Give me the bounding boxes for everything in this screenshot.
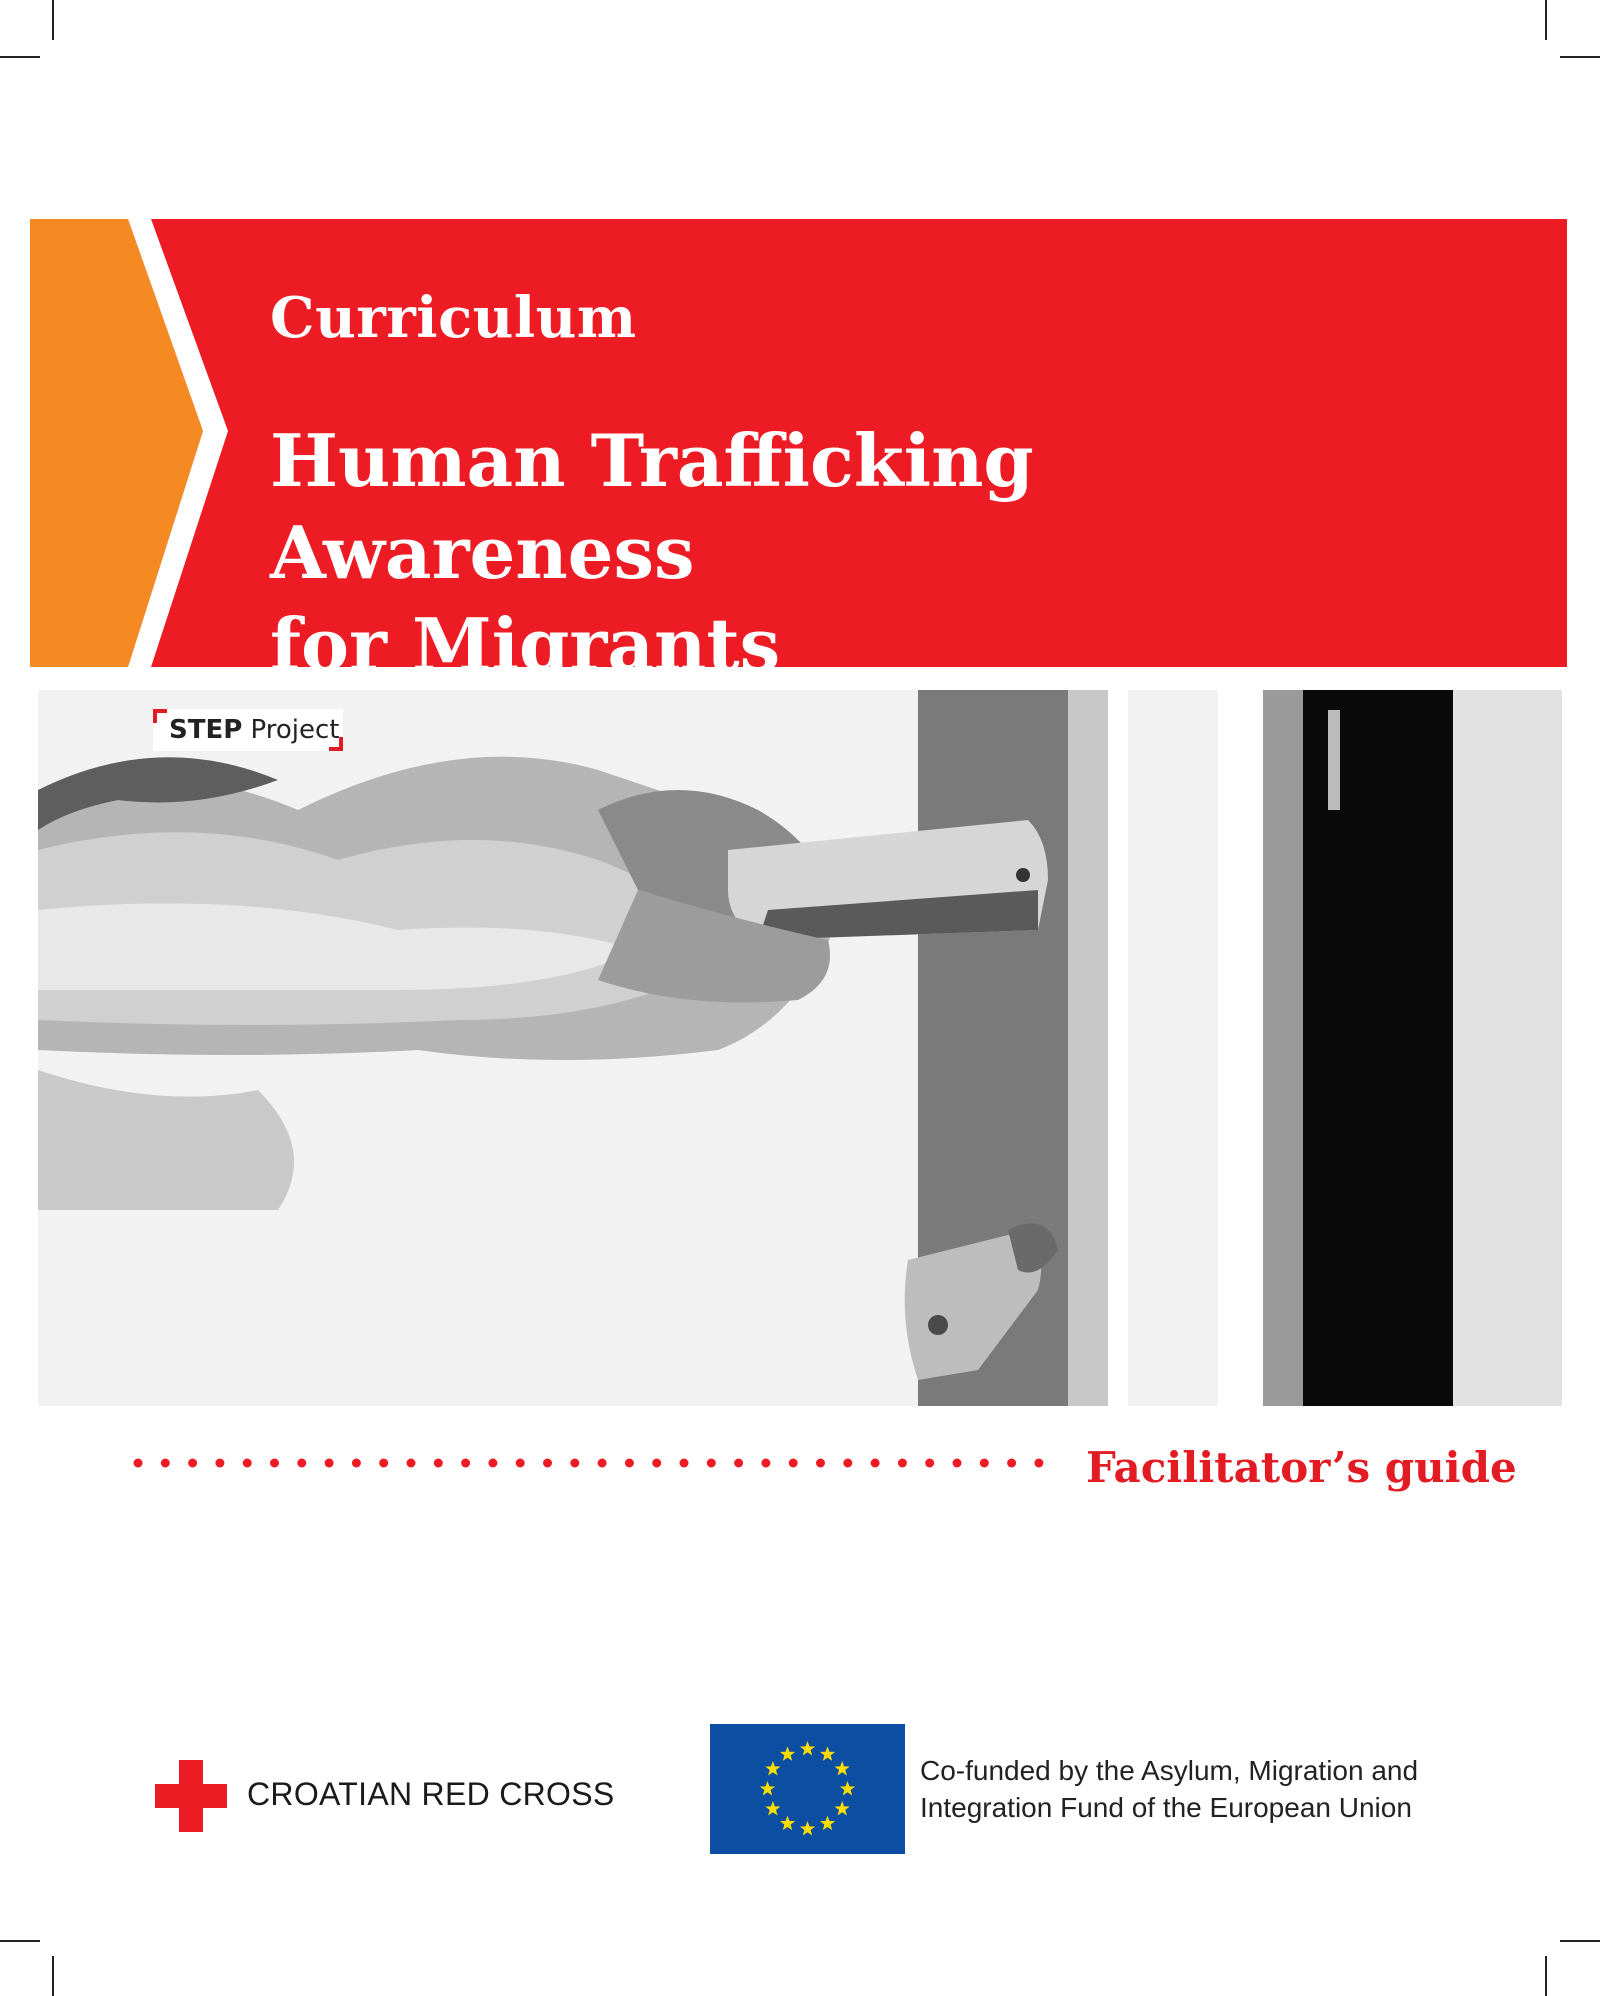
divider-dot — [1034, 1459, 1043, 1468]
red-cross-icon — [155, 1760, 227, 1832]
divider-dot — [898, 1459, 907, 1468]
badge-regular-text: Project — [250, 715, 340, 745]
eu-star-icon — [820, 1746, 835, 1760]
divider-dot — [816, 1459, 825, 1468]
divider-dot — [379, 1459, 388, 1468]
funding-statement — [920, 1752, 1520, 1826]
title-line-1: Human Trafficking Awareness — [270, 418, 1034, 595]
eu-stars — [710, 1724, 905, 1854]
crop-mark — [52, 0, 54, 40]
divider-dot — [570, 1459, 579, 1468]
divider-dot — [461, 1459, 470, 1468]
divider-dot — [407, 1459, 416, 1468]
divider-dot — [598, 1459, 607, 1468]
eu-flag-icon — [710, 1724, 905, 1854]
eu-star-icon — [835, 1801, 850, 1815]
crop-mark — [1545, 1956, 1547, 1996]
crop-mark — [0, 1940, 40, 1942]
step-project-badge — [153, 709, 343, 751]
crop-mark — [52, 1956, 54, 1996]
eu-star-icon — [800, 1821, 815, 1835]
divider-dot — [925, 1459, 934, 1468]
eyebrow-label: Curriculum — [270, 285, 637, 351]
eu-star-icon — [765, 1801, 780, 1815]
eu-star-icon — [835, 1761, 850, 1775]
crop-mark — [1545, 0, 1547, 40]
eu-star-icon — [765, 1761, 780, 1775]
eu-star-icon — [820, 1816, 835, 1830]
divider-dot — [188, 1459, 197, 1468]
eu-star-icon — [840, 1781, 855, 1795]
divider-dot — [734, 1459, 743, 1468]
divider-dot — [980, 1459, 989, 1468]
divider-dot — [243, 1459, 252, 1468]
door-handle-illustration — [38, 690, 1562, 1406]
divider-dot — [680, 1459, 689, 1468]
eu-star-icon — [760, 1781, 775, 1795]
divider-dot — [270, 1459, 279, 1468]
crop-mark — [0, 56, 40, 58]
cover-photo — [38, 690, 1562, 1406]
divider-dot — [297, 1459, 306, 1468]
divider-dot — [625, 1459, 634, 1468]
title-line-2: for Migrants — [270, 602, 781, 687]
eu-star-icon — [800, 1741, 815, 1755]
dotted-divider — [132, 1456, 1062, 1470]
divider-dot — [325, 1459, 334, 1468]
badge-bold-text: STEP — [169, 715, 243, 745]
badge-corner-icon — [329, 737, 343, 751]
eu-star-icon — [780, 1746, 795, 1760]
divider-dot — [488, 1459, 497, 1468]
divider-dot — [543, 1459, 552, 1468]
divider-dot — [134, 1459, 143, 1468]
crop-mark — [1560, 1940, 1600, 1942]
guide-subtitle: Facilitator’s guide — [1086, 1443, 1517, 1492]
funding-line-2: Integration Fund of the European Union — [920, 1792, 1412, 1823]
divider-dot — [789, 1459, 798, 1468]
divider-dot — [516, 1459, 525, 1468]
divider-dot — [652, 1459, 661, 1468]
divider-dot — [761, 1459, 770, 1468]
divider-dot — [1007, 1459, 1016, 1468]
org-name: CROATIAN RED CROSS — [247, 1776, 615, 1812]
funding-line-1: Co-funded by the Asylum, Migration and — [920, 1755, 1419, 1786]
divider-dot — [953, 1459, 962, 1468]
divider-dot — [843, 1459, 852, 1468]
divider-dot — [161, 1459, 170, 1468]
divider-dot — [707, 1459, 716, 1468]
divider-dot — [871, 1459, 880, 1468]
divider-dot — [434, 1459, 443, 1468]
page-title — [270, 415, 1470, 691]
crop-mark — [1560, 56, 1600, 58]
divider-dot — [215, 1459, 224, 1468]
badge-corner-icon — [153, 709, 167, 723]
eu-star-icon — [780, 1816, 795, 1830]
divider-dot — [352, 1459, 361, 1468]
